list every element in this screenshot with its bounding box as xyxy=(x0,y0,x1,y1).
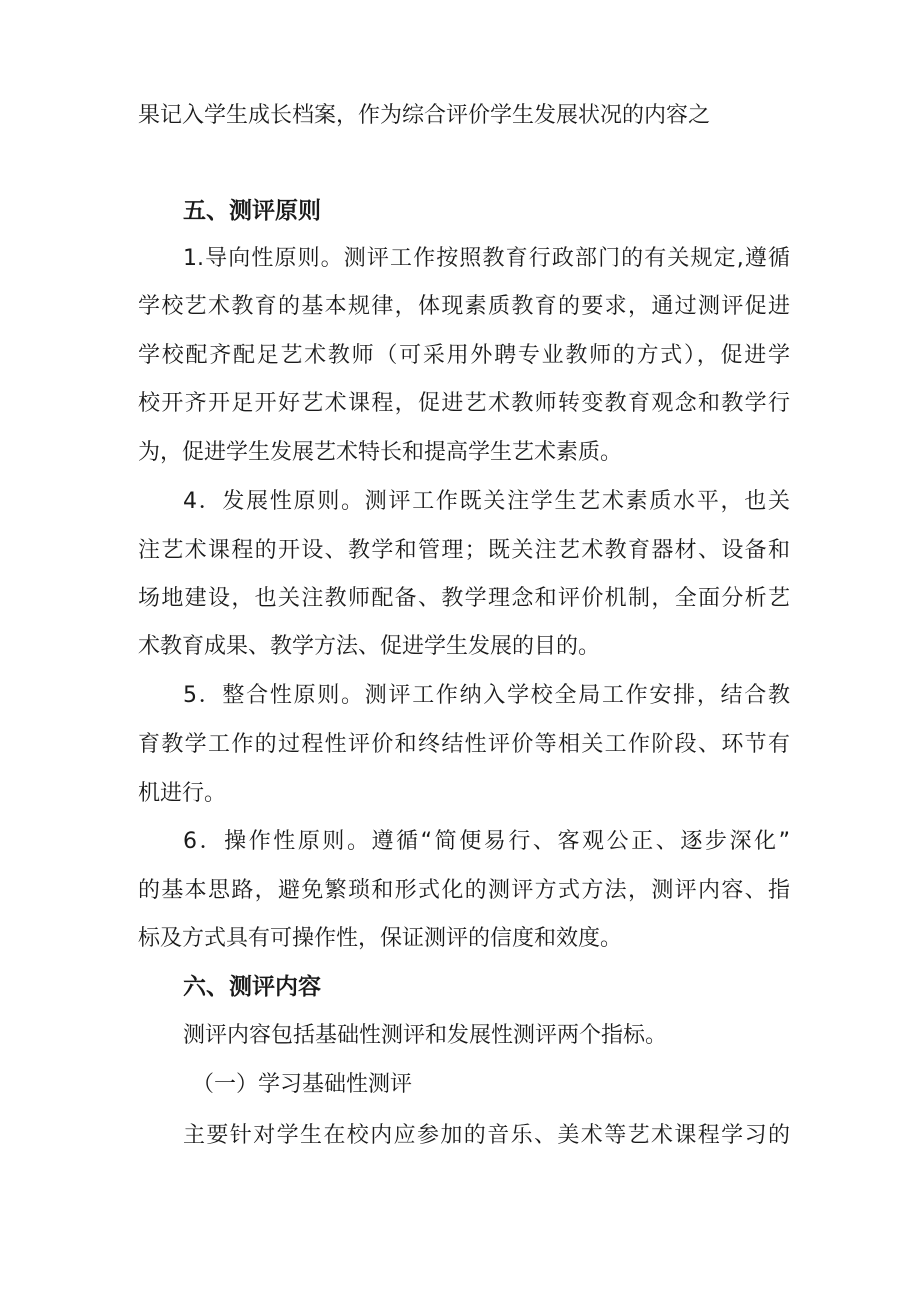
paragraph-line: 场地建设，也关注教师配备、教学理念和评价机制，全面分析艺 xyxy=(138,586,790,611)
paragraph-line: 育教学工作的过程性评价和终结性评价等相关工作阶段、环节有 xyxy=(138,732,790,757)
paragraph-line: 测评内容包括基础性测评和发展性测评两个指标。 xyxy=(183,1023,668,1048)
paragraph-line: 术教育成果、教学方法、促进学生发展的目的。 xyxy=(138,634,601,659)
section-heading-content: 六、测评内容 xyxy=(183,974,321,1000)
subsection-heading: （一）学习基础性测评 xyxy=(192,1072,413,1097)
paragraph-line: 校开齐开足开好艺术课程，促进艺术教师转变教育观念和教学行 xyxy=(138,391,790,416)
paragraph-line: 学校配齐配足艺术教师（可采用外聘专业教师的方式），促进学 xyxy=(138,343,790,368)
paragraph-line: 学校艺术教育的基本规律，体现素质教育的要求，通过测评促进 xyxy=(138,294,790,319)
paragraph-line: 5．整合性原则。测评工作纳入学校全局工作安排，结合教 xyxy=(183,683,790,708)
paragraph-line: 果记入学生成长档案，作为综合评价学生发展状况的内容之 xyxy=(138,103,711,128)
paragraph-line: 注艺术课程的开设、教学和管理；既关注艺术教育器材、设备和 xyxy=(138,538,790,563)
paragraph-line: 6．操作性原则。遵循“简便易行、客观公正、逐步深化” xyxy=(183,829,790,854)
paragraph-line: 1.导向性原则。测评工作按照教育行政部门的有关规定,遵循 xyxy=(183,246,790,271)
paragraph-line: 标及方式具有可操作性，保证测评的信度和效度。 xyxy=(138,926,623,951)
paragraph-line: 的基本思路，避免繁琐和形式化的测评方式方法，测评内容、指 xyxy=(138,878,790,903)
paragraph-line: 为，促进学生发展艺术特长和提高学生艺术素质。 xyxy=(138,440,623,465)
section-heading-principles: 五、测评原则 xyxy=(183,198,321,224)
paragraph-line: 机进行。 xyxy=(138,781,227,806)
paragraph-line: 4．发展性原则。测评工作既关注学生艺术素质水平，也关 xyxy=(183,489,790,514)
paragraph-line: 主要针对学生在校内应参加的音乐、美术等艺术课程学习的 xyxy=(183,1123,790,1148)
